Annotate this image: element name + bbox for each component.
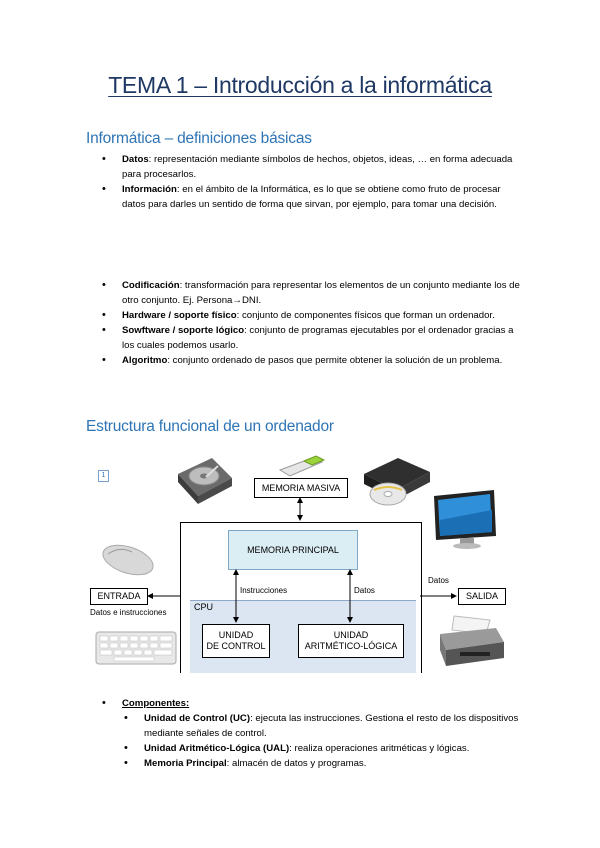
datos-e-instrucciones-label: Datos e instrucciones (90, 608, 167, 617)
line-2: ARITMÉTICO-LÓGICA (304, 641, 398, 651)
definition: ejecuta las instrucciones. Gestiona el resto de los dispositivos mediante señales de control. (144, 713, 519, 739)
separator: : (148, 154, 152, 165)
term: Información (122, 184, 177, 195)
list-item (100, 152, 520, 182)
definitions-list-a (100, 152, 520, 212)
definition: representación mediante símbolos de hechos, objetos, ideas, … en forma adecuada para procesarlos. (122, 154, 513, 180)
datos-label: Datos (354, 586, 375, 595)
list-item (100, 278, 520, 308)
section-heading-estructura: Estructura funcional de un ordenador (86, 418, 334, 435)
separator: : (176, 184, 180, 195)
memoria-principal-box: MEMORIA PRINCIPAL (228, 530, 358, 570)
line-2: DE CONTROL (206, 641, 266, 651)
line-1: UNIDAD (333, 630, 369, 640)
instrucciones-label: Instrucciones (240, 586, 288, 595)
definition: conjunto de componentes físicos que forman un ordenador. (239, 310, 495, 321)
diagram-arrows (86, 452, 512, 674)
term: Datos (122, 154, 149, 165)
list-item (122, 756, 540, 771)
separator: : (289, 743, 292, 754)
datos-salida-label: Datos (428, 576, 449, 585)
separator: : (226, 758, 230, 769)
definitions-list-b (100, 278, 520, 368)
list-item (100, 308, 520, 323)
list-item (122, 711, 540, 741)
list-item (100, 182, 520, 212)
term: Hardware / soporte físico (122, 310, 237, 321)
definition: almacén de datos y programas. (229, 758, 367, 769)
list-item (100, 696, 540, 771)
definition: conjunto ordenado de pasos que permite obtener la solución de un problema. (169, 355, 503, 366)
term: Unidad Aritmético-Lógica (UAL) (144, 743, 290, 754)
term: Unidad de Control (UC) (144, 713, 251, 724)
definition: realiza operaciones aritméticas y lógicas. (291, 743, 470, 754)
line-1: UNIDAD (218, 630, 254, 640)
componentes-label: Componentes: (122, 698, 190, 709)
term: Memoria Principal (144, 758, 227, 769)
memoria-masiva-box: MEMORIA MASIVA (254, 478, 348, 498)
marker-icon: 1 (98, 470, 109, 482)
term: Codificación (122, 280, 180, 291)
list-item (100, 353, 520, 368)
separator: : (236, 310, 240, 321)
separator: : (167, 355, 170, 366)
list-item (122, 741, 540, 756)
term: Algoritmo (122, 355, 168, 366)
salida-box: SALIDA (458, 588, 506, 605)
page-title: TEMA 1 – Introducción a la informática (108, 72, 492, 98)
separator: : (179, 280, 183, 291)
componentes-sublist (122, 711, 540, 771)
list-item (100, 323, 520, 353)
separator: : (244, 325, 247, 336)
section-heading-definiciones: Informática – definiciones básicas (86, 130, 312, 147)
definition: en el ámbito de la Informática, es lo que se obtiene como fruto de procesar datos para darles un sentido de forma que sirvan, por ejemplo, para tomar una decisión. (122, 184, 501, 210)
definition: conjunto de programas ejecutables por el ordenador gracias a los cuales podemos usarlo. (122, 325, 514, 351)
computer-structure-diagram (86, 452, 512, 674)
cpu-label: CPU (194, 602, 214, 612)
definition: transformación para representar los elementos de un conjunto mediante los de otro conjunto. Ej. Persona→DNI. (122, 280, 520, 306)
componentes-list (100, 696, 540, 771)
term: Sowftware / soporte lógico (122, 325, 245, 336)
separator: : (250, 713, 253, 724)
entrada-box: ENTRADA (90, 588, 148, 605)
